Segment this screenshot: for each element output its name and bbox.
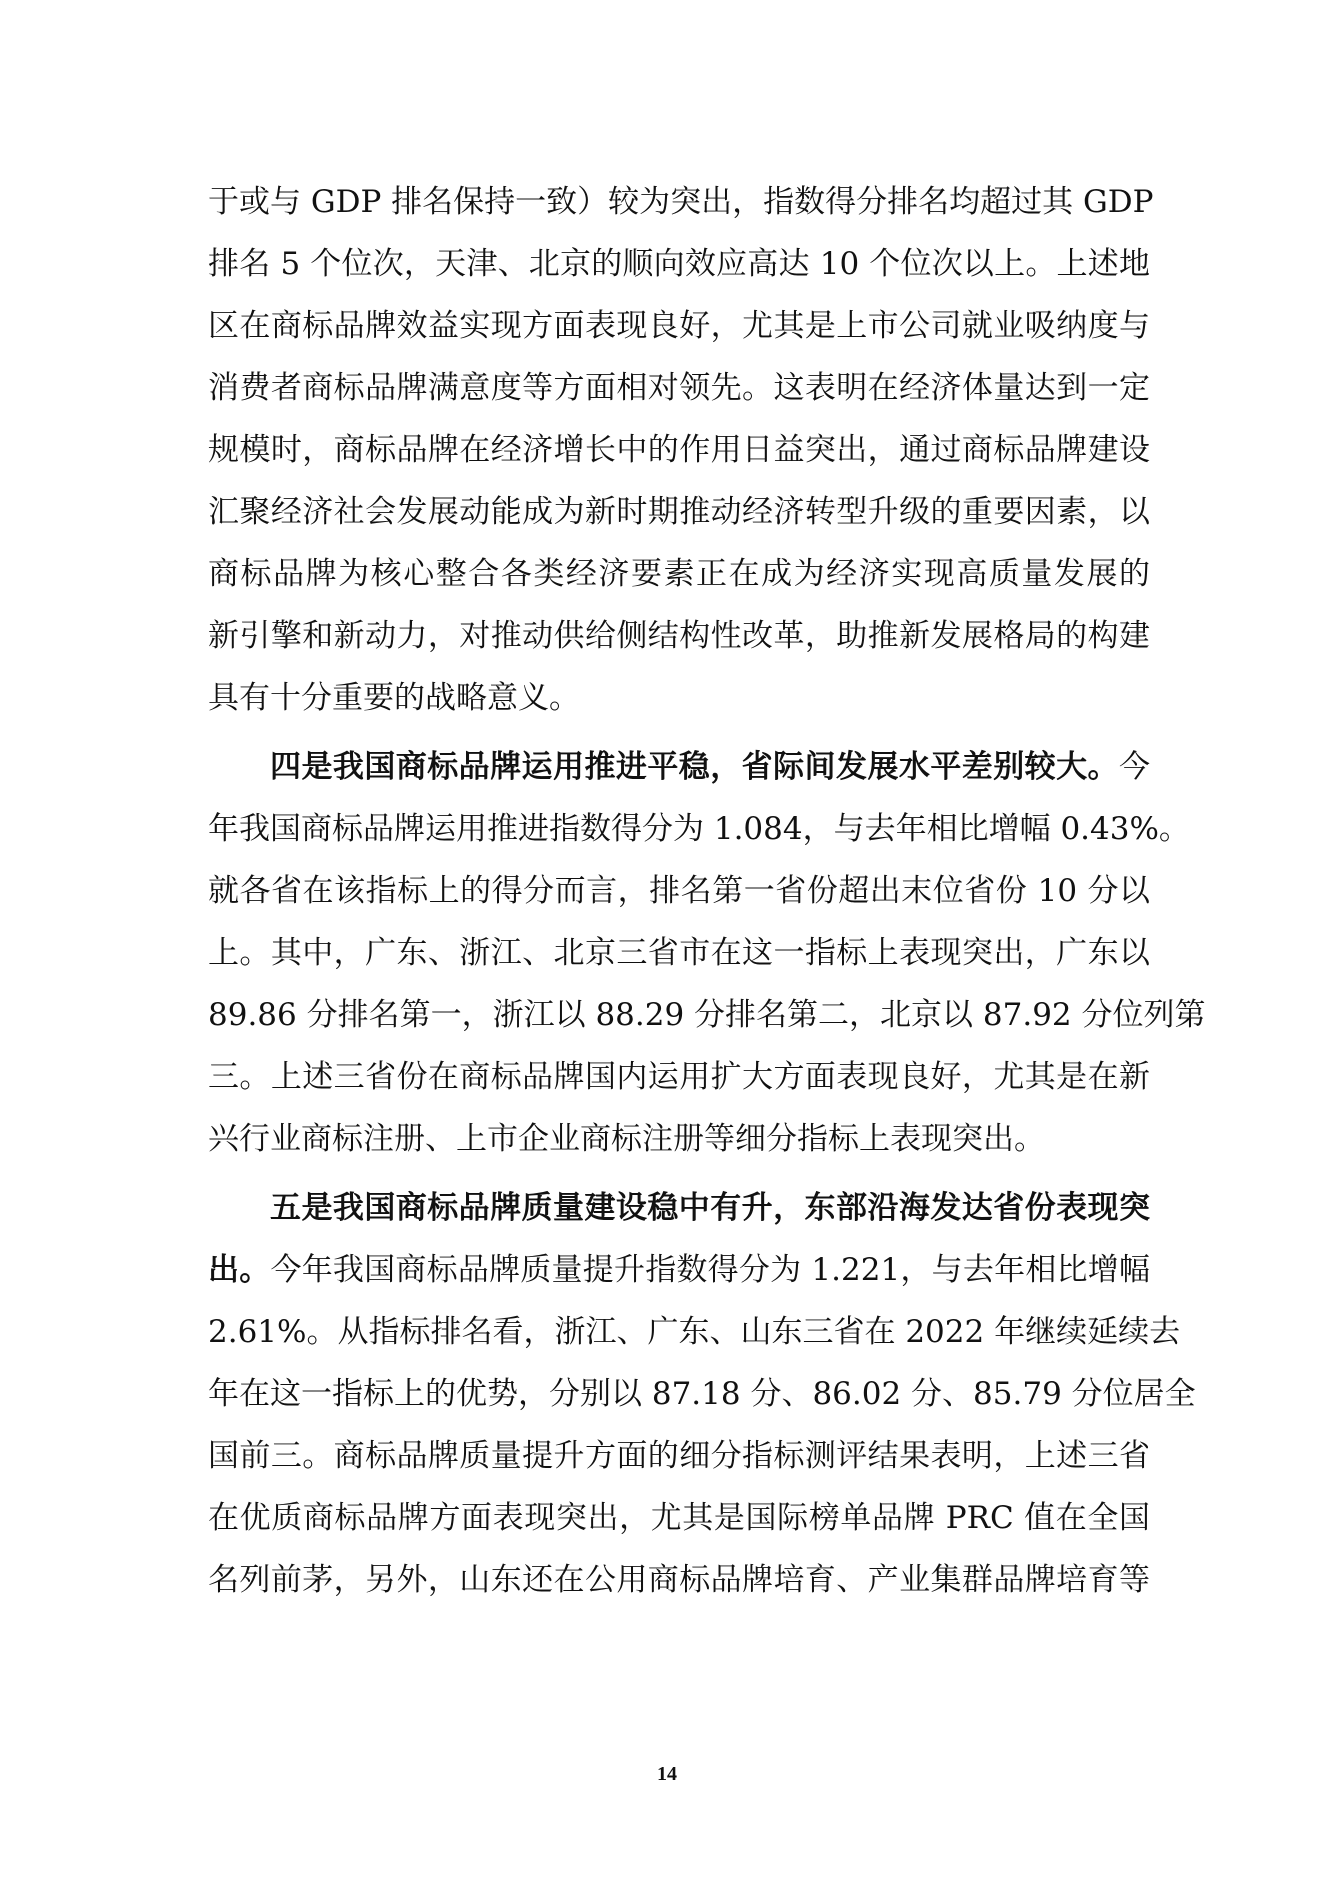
section-heading: 五是我国商标品牌质量建设稳中有升，东部沿海发达省份表现突: [270, 1190, 1150, 1226]
text-line: 新引擎和新动力，对推动供给侧结构性改革，助推新发展格局的构建: [208, 618, 1150, 654]
paragraph-first-line: [270, 747, 1150, 787]
paragraph-second-line: [208, 1250, 1150, 1290]
text-line: 国前三。商标品牌质量提升方面的细分指标测评结果表明，上述三省: [208, 1438, 1150, 1474]
text-line: 具有十分重要的战略意义。: [208, 680, 580, 716]
text-run: 今年我国商标品牌质量提升指数得分为 1.221，与去年相比增幅: [270, 1252, 1151, 1288]
text-run: 今: [1119, 749, 1150, 785]
text-line: 2.61%。从指标排名看，浙江、广东、山东三省在 2022 年继续延续去: [208, 1314, 1181, 1350]
section-heading-end: 出。: [208, 1252, 271, 1288]
text-line: 兴行业商标注册、上市企业商标注册等细分指标上表现突出。: [208, 1121, 1045, 1157]
text-line: 年在这一指标上的优势，分别以 87.18 分、86.02 分、85.79 分位居全: [208, 1376, 1196, 1412]
text-line: 89.86 分排名第一，浙江以 88.29 分排名第二，北京以 87.92 分位列第: [208, 997, 1206, 1033]
page-number: 14: [657, 1763, 677, 1785]
text-line: 商标品牌为核心整合各类经济要素正在成为经济实现高质量发展的: [208, 556, 1150, 592]
text-line: 消费者商标品牌满意度等方面相对领先。这表明在经济体量达到一定: [208, 370, 1150, 406]
text-line: 名列前茅，另外，山东还在公用商标品牌培育、产业集群品牌培育等: [208, 1562, 1150, 1598]
text-line: 规模时，商标品牌在经济增长中的作用日益突出，通过商标品牌建设: [208, 432, 1150, 468]
text-line: 就各省在该指标上的得分而言，排名第一省份超出末位省份 10 分以: [208, 873, 1150, 909]
text-line: 排名 5 个位次，天津、北京的顺向效应高达 10 个位次以上。上述地: [208, 246, 1150, 282]
text-line: 在优质商标品牌方面表现突出，尤其是国际榜单品牌 PRC 值在全国: [208, 1500, 1150, 1536]
text-line: 汇聚经济社会发展动能成为新时期推动经济转型升级的重要因素，以: [208, 494, 1150, 530]
text-line: 三。上述三省份在商标品牌国内运用扩大方面表现良好，尤其是在新: [208, 1059, 1150, 1095]
text-line: 于或与 GDP 排名保持一致）较为突出，指数得分排名均超过其 GDP: [208, 184, 1154, 220]
text-line: 区在商标品牌效益实现方面表现良好，尤其是上市公司就业吸纳度与: [208, 308, 1150, 344]
text-line: 年我国商标品牌运用推进指数得分为 1.084，与去年相比增幅 0.43%。: [208, 811, 1190, 847]
text-line: 上。其中，广东、浙江、北京三省市在这一指标上表现突出，广东以: [208, 935, 1150, 971]
section-heading: 四是我国商标品牌运用推进平稳，省际间发展水平差别较大。: [270, 749, 1119, 785]
